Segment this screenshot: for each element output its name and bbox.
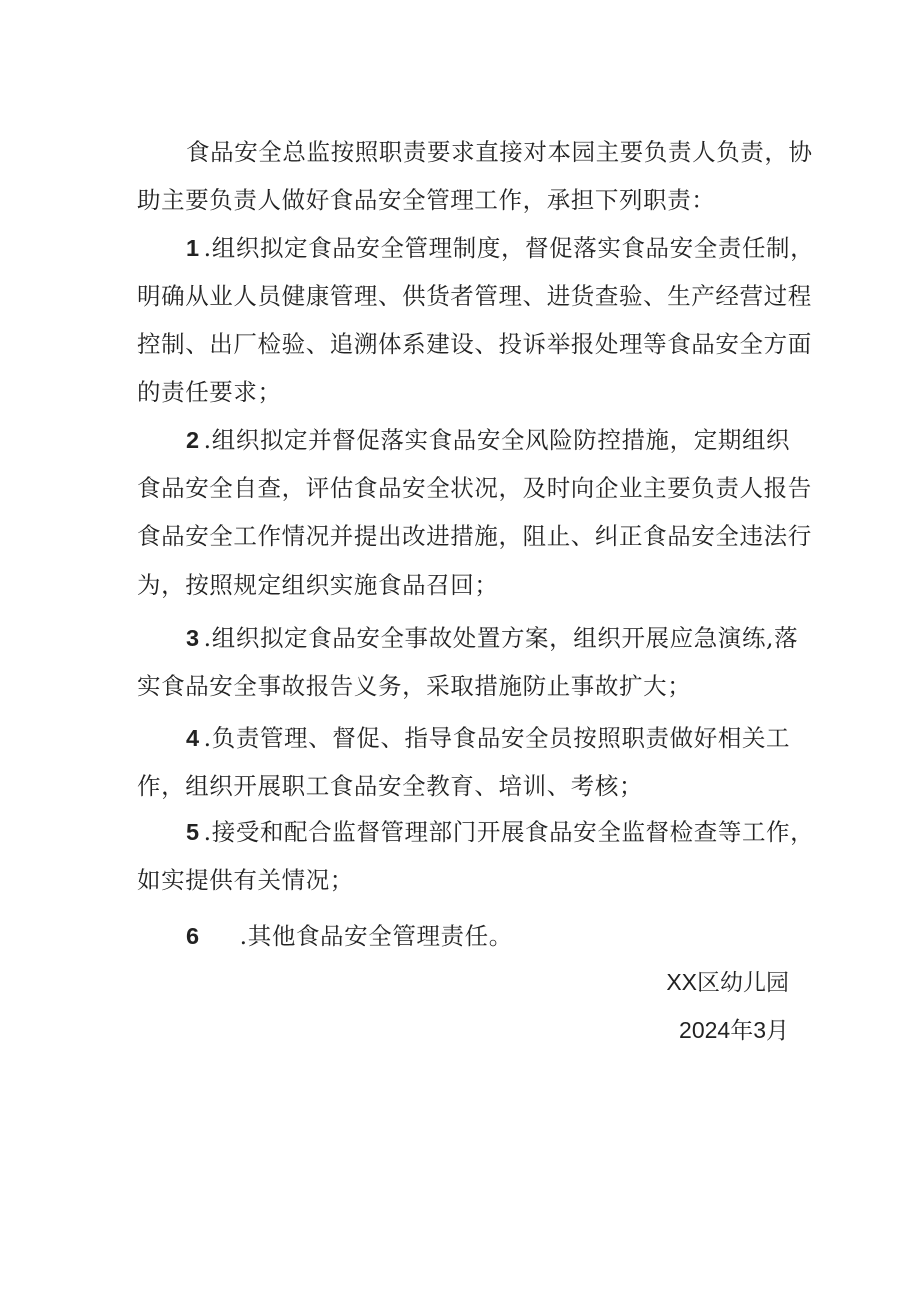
intro-line-1: 食品安全总监按照职责要求直接对本园主要负责人负责，协 [186, 138, 813, 166]
intro-line-2: 助主要负责人做好食品安全管理工作，承担下列职责： [137, 186, 716, 214]
item-2-line-2: 食品安全自查，评估食品安全状况，及时向企业主要负责人报告 [137, 474, 812, 502]
signature-date [679, 1015, 789, 1046]
item-5-text: .接受和配合监督管理部门开展食品安全监督检查等工作， [203, 818, 815, 846]
item-4-number: 4 [186, 725, 200, 751]
date-month-suffix: 月 [766, 1018, 789, 1044]
item-6-number: 6 [186, 923, 200, 949]
item-5-line-2: 如实提供有关情况； [137, 866, 354, 894]
item-6-line-1 [186, 921, 790, 951]
date-month: 3 [753, 1017, 766, 1043]
item-5-number: 5 [186, 819, 200, 845]
item-3-number: 3 [186, 625, 200, 651]
item-1-line-3: 控制、出厂检验、追溯体系建设、投诉举报处理等食品安全方面 [137, 330, 812, 358]
item-6-text: .其他食品安全管理责任。 [239, 922, 513, 950]
item-3-line-1 [186, 623, 799, 653]
item-2-line-4: 为，按照规定组织实施食品召回； [137, 571, 499, 599]
item-5-line-1 [186, 817, 815, 847]
item-4-line-1 [186, 723, 790, 753]
item-3-text: .组织拟定食品安全事故处置方案，组织开展应急演练,落 [203, 624, 799, 652]
item-4-text: .负责管理、督促、指导食品安全员按照职责做好相关工 [203, 724, 791, 752]
item-2-line-3: 食品安全工作情况并提出改进措施，阻止、纠正食品安全违法行 [137, 522, 812, 550]
item-2-text: .组织拟定并督促落实食品安全风险防控措施，定期组织 [203, 426, 791, 454]
date-year: 2024 [679, 1017, 731, 1043]
item-1-line-2: 明确从业人员健康管理、供货者管理、进货查验、生产经营过程 [137, 282, 812, 310]
organization-name: 区幼儿园 [697, 970, 789, 996]
item-1-text: .组织拟定食品安全管理制度，督促落实食品安全责任制， [203, 234, 815, 262]
item-1-line-4: 的责任要求； [137, 378, 282, 406]
signature-organization [666, 967, 789, 998]
date-year-suffix: 年 [730, 1018, 754, 1044]
item-2-number: 2 [186, 427, 200, 453]
item-3-line-2: 实食品安全事故报告义务，采取措施防止事故扩大； [137, 672, 692, 700]
item-2-line-1 [186, 425, 790, 455]
item-1-number: 1 [186, 235, 200, 261]
organization-prefix: XX [666, 969, 697, 995]
item-4-line-2: 作，组织开展职工食品安全教育、培训、考核； [137, 772, 644, 800]
item-1-line-1 [186, 233, 815, 263]
